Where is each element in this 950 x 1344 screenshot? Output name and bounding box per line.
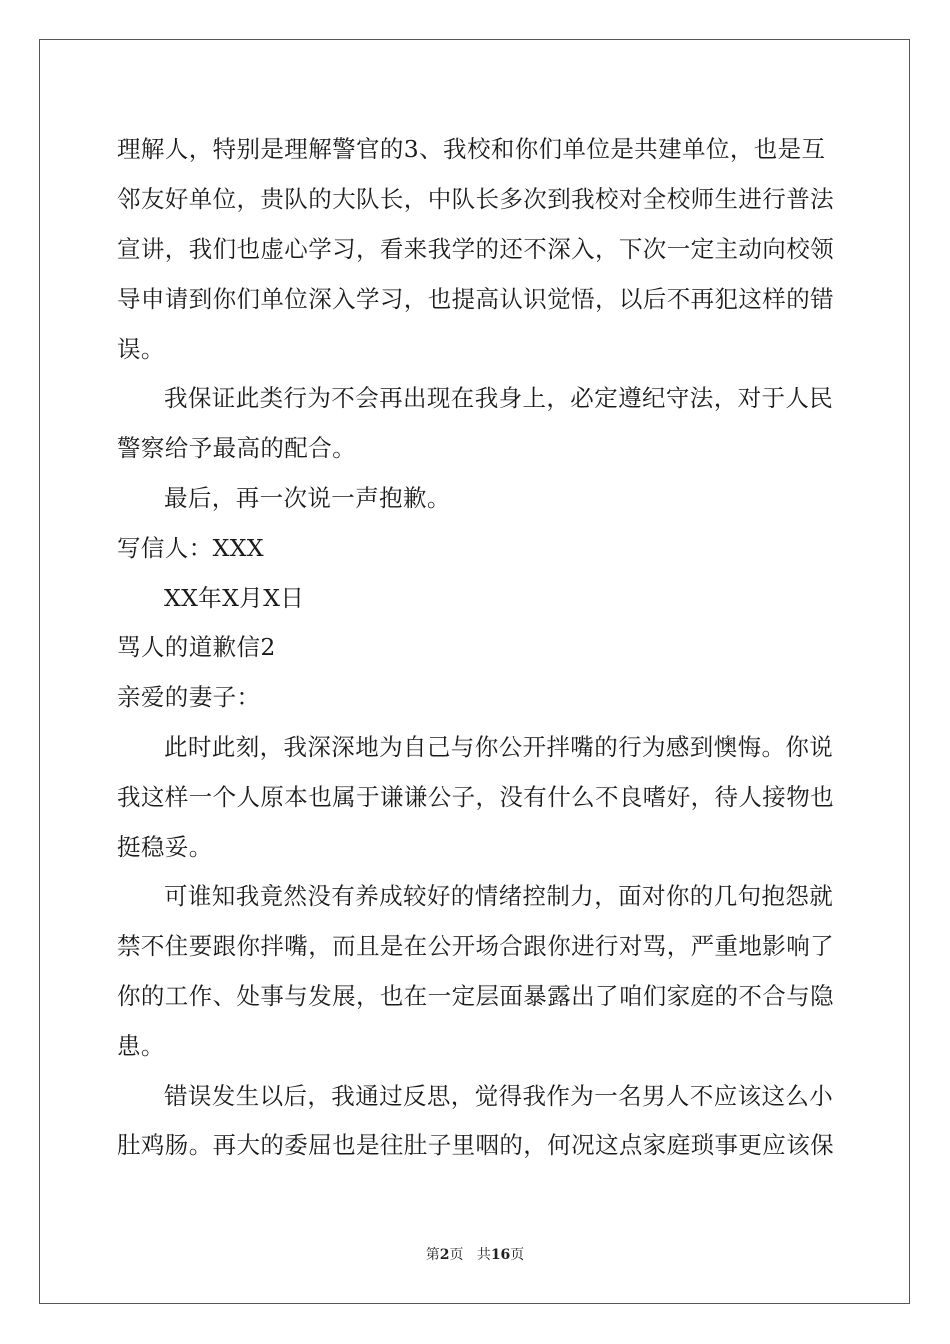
date-line: XX年X月X日	[164, 584, 305, 612]
total-label-suffix: 页	[510, 1247, 525, 1263]
paragraph-start-line: 最后，再一次说一声抱歉。	[164, 484, 451, 512]
text-line: 禁不住要跟你拌嘴，而且是在公开场合跟你进行对骂，严重地影响了	[117, 932, 834, 960]
text-line: 你的工作、处事与发展，也在一定层面暴露出了咱们家庭的不合与隐	[117, 982, 834, 1010]
signature-line: 写信人：XXX	[117, 534, 264, 562]
page-number: 2	[439, 1247, 450, 1263]
text-line: 理解人，特别是理解警官的3、我校和你们单位是共建单位，也是互	[117, 135, 826, 163]
text-line: 误。	[117, 335, 165, 363]
section-title: 骂人的道歉信2	[117, 633, 276, 661]
paragraph-start-line: 可谁知我竟然没有养成较好的情绪控制力，面对你的几句抱怨就	[164, 882, 834, 910]
total-label-prefix: 共	[476, 1247, 491, 1263]
text-line: 患。	[117, 1032, 165, 1060]
text-line: 警察给予最高的配合。	[117, 434, 356, 462]
page-label-prefix: 第	[425, 1247, 440, 1263]
total-pages: 16	[490, 1247, 511, 1263]
paragraph-start-line: 错误发生以后，我通过反思，觉得我作为一名男人不应该这么小	[164, 1082, 834, 1110]
text-line: 我这样一个人原本也属于谦谦公子，没有什么不良嗜好，待人接物也	[117, 783, 834, 811]
page-border	[39, 39, 910, 1304]
text-line: 邻友好单位，贵队的大队长，中队长多次到我校对全校师生进行普法	[117, 185, 834, 213]
text-line: 导申请到你们单位深入学习，也提高认识觉悟，以后不再犯这样的错	[117, 285, 834, 313]
paragraph-start-line: 此时此刻，我深深地为自己与你公开拌嘴的行为感到懊悔。你说	[164, 733, 834, 761]
text-line: 宣讲，我们也虚心学习，看来我学的还不深入，下次一定主动向校领	[117, 235, 834, 263]
text-line: 肚鸡肠。再大的委屈也是往肚子里咽的，何况这点家庭琐事更应该保	[117, 1131, 834, 1159]
paragraph-start-line: 我保证此类行为不会再出现在我身上，必定遵纪守法，对于人民	[164, 384, 834, 412]
page-footer	[0, 1245, 950, 1265]
salutation-line: 亲爱的妻子：	[117, 683, 261, 711]
text-line: 挺稳妥。	[117, 833, 213, 861]
page-label-suffix: 页	[449, 1247, 464, 1263]
